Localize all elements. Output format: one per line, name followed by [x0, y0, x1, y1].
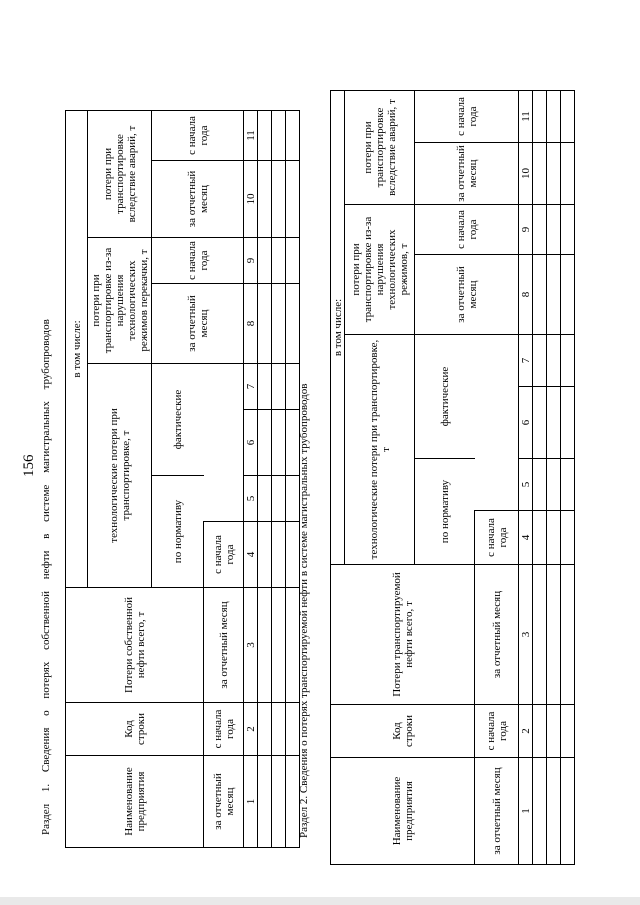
- header-year-5: с начала года: [204, 703, 244, 756]
- header-month-6: за отчетный месяц: [204, 588, 244, 703]
- header-month-10: за отчетный месяц: [415, 143, 519, 205]
- table-row: [533, 91, 547, 865]
- header-company-name: Наименование предприятия: [331, 758, 475, 865]
- header-year-5: с начала года: [475, 705, 519, 758]
- header-actual: фактические: [415, 335, 475, 459]
- col-number: 2: [244, 703, 258, 756]
- col-number: 4: [244, 522, 258, 588]
- header-month-4: за отчетный месяц: [475, 758, 519, 865]
- header-month-10: за отчетный месяц: [152, 161, 244, 238]
- header-month-6: за отчетный месяц: [475, 565, 519, 705]
- col-number: 6: [244, 410, 258, 476]
- header-by-norm: по нормативу: [152, 476, 204, 588]
- col-number: 5: [519, 459, 533, 511]
- section-2-title: Раздел 2. Сведения о потерях транспортируемой нефти в системе магистральных трубопроводов: [298, 383, 310, 838]
- section-1-title: Раздел 1. Сведения о потерях собственной нефти в системе магистральных трубопроводов: [40, 319, 52, 835]
- table-row: [258, 111, 272, 848]
- page-number: 156: [21, 454, 37, 477]
- col-number: 11: [519, 91, 533, 143]
- col-number: 5: [244, 476, 258, 522]
- section-2-table: [330, 90, 575, 865]
- col-number: 10: [244, 161, 258, 238]
- header-year-9: с начала года: [415, 205, 519, 255]
- header-accident-losses: потери при транспортировке вследствие аварий, т: [88, 111, 152, 238]
- header-company-name: Наименование предприятия: [66, 756, 204, 848]
- header-month-4: за отчетный месяц: [204, 756, 244, 848]
- header-tech-regime-losses: потери при транспортировке из-за нарушения технологических режимов перекачки, т: [88, 238, 152, 364]
- col-number: 10: [519, 143, 533, 205]
- col-number: 1: [519, 758, 533, 865]
- col-number: 6: [519, 387, 533, 459]
- col-number: 8: [244, 284, 258, 364]
- header-year-9: с начала года: [152, 238, 244, 284]
- header-total-losses: Потери транспортируемой нефти всего, т: [331, 565, 475, 705]
- header-year-11: с начала года: [152, 111, 244, 161]
- col-number: 7: [244, 364, 258, 410]
- header-in-that-number: в том числе:: [331, 91, 345, 565]
- header-accident-losses: потери при транспортировке вследствие аварий, т: [345, 91, 415, 205]
- section-1-table: [65, 110, 300, 848]
- header-tech-losses: технологические потери при транспортировке, т: [345, 335, 415, 565]
- header-month-8: за отчетный месяц: [415, 255, 519, 335]
- header-year-7: с начала года: [475, 511, 519, 565]
- header-actual: фактические: [152, 364, 204, 476]
- header-year-7: с начала года: [204, 522, 244, 588]
- header-in-that-number: в том числе:: [66, 111, 88, 588]
- col-number: 4: [519, 511, 533, 565]
- table-row: [547, 91, 561, 865]
- header-line-code: Код строки: [66, 703, 204, 756]
- col-number: 9: [244, 238, 258, 284]
- header-tech-regime-losses: потери при транспортировке из-за нарушения технологических режимов, т: [345, 205, 415, 335]
- col-number: 1: [244, 756, 258, 848]
- col-number: 7: [519, 335, 533, 387]
- header-by-norm: по нормативу: [415, 459, 475, 565]
- header-line-code: Код строки: [331, 705, 475, 758]
- header-month-8: за отчетный месяц: [152, 284, 244, 364]
- col-number: 8: [519, 255, 533, 335]
- header-total-losses: Потери собственной нефти всего, т: [66, 588, 204, 703]
- header-tech-losses: технологические потери при транспортировке, т: [88, 364, 152, 588]
- table-row: [561, 91, 575, 865]
- col-number: 11: [244, 111, 258, 161]
- header-year-11: с начала года: [415, 91, 519, 143]
- table-row: [272, 111, 286, 848]
- col-number: 9: [519, 205, 533, 255]
- col-number: 2: [519, 705, 533, 758]
- col-number: 3: [244, 588, 258, 703]
- col-number: 3: [519, 565, 533, 705]
